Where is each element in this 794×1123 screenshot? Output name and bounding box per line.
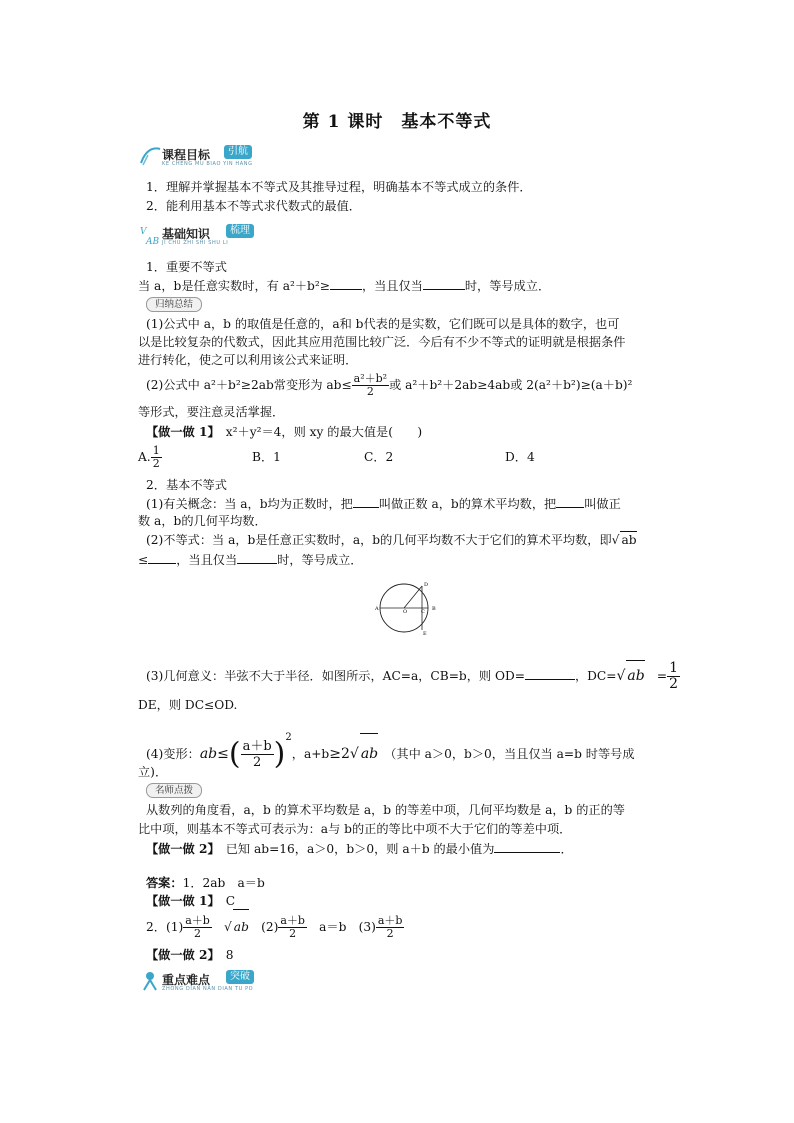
banner-title: 课程目标 (162, 148, 211, 162)
sqrt-sign: √ (611, 533, 620, 547)
label-o: O (403, 609, 408, 615)
fraction (352, 373, 389, 398)
radicand: ab (626, 660, 644, 691)
answers-try1 (146, 893, 235, 909)
page-title: 第 1 课时 基本不等式 (302, 112, 492, 132)
text: = (656, 669, 668, 683)
s4-cont: 立)． (138, 765, 168, 779)
text: (3) (358, 920, 376, 934)
fraction (241, 739, 274, 770)
blank (330, 277, 362, 290)
text: (2)公式中 a²＋b²≥2ab常变形为 ab≤ (146, 378, 352, 392)
s2-inequality-cont (138, 551, 362, 568)
option-d: D．4 (505, 450, 535, 464)
text: (1)有关概念：当 a，b均为正数时，把 (146, 497, 353, 511)
blank (148, 551, 176, 564)
sqrt-sign: √ (349, 746, 359, 762)
ge-sign: ≥ (329, 746, 341, 762)
banner-title: 基础知识 (162, 227, 211, 241)
s2-concept (146, 495, 621, 512)
radicand: ab (360, 733, 378, 774)
numerator: a＋b (377, 914, 403, 927)
text: 叫做正数 a，b的算术平均数，把 (378, 497, 557, 511)
text: ，a+b (291, 747, 330, 761)
text: 时，等号成立． (277, 553, 363, 567)
try1-question (146, 424, 422, 440)
sqrt-sign: √ (616, 668, 626, 684)
text: ，当且仅当 (361, 279, 423, 293)
fraction (183, 915, 212, 940)
option-c: C．2 (364, 450, 394, 464)
s2-inequality (146, 531, 637, 548)
text: ，当且仅当 (176, 553, 238, 567)
pen-swirl-icon (138, 143, 162, 169)
denominator: 2 (352, 385, 389, 398)
exponent: 2 (285, 732, 292, 743)
s2-heading: 2．基本不等式 (146, 478, 227, 492)
semicircle-figure (374, 580, 444, 636)
blank (556, 495, 584, 508)
s1-statement (138, 277, 550, 294)
svg-text:V: V (140, 227, 147, 237)
label-d: D (424, 582, 429, 588)
denominator: 2 (278, 927, 307, 940)
option-a: A. (138, 450, 151, 464)
text: (3)几何意义：半弦不大于半径．如图所示，AC=a，CB=b，则 OD= (146, 669, 525, 683)
sqrt-sign: √ (224, 920, 232, 934)
radicand: ab (621, 533, 637, 547)
svg-text:AB: AB (146, 237, 160, 247)
answers-label: 答案： (146, 876, 183, 890)
coefficient: 2 (340, 746, 350, 762)
le-sign: ≤ (217, 746, 229, 762)
option-b: B．1 (252, 450, 281, 464)
text: (4)变形： (146, 747, 200, 761)
fraction (278, 915, 307, 940)
section-banner-goals (138, 143, 268, 169)
banner-pinyin: JI CHU ZHI SHI SHU LI (162, 240, 229, 246)
try-label: 【做一做 2】 (146, 948, 214, 962)
text: ≤ (138, 553, 149, 567)
denominator: 2 (669, 676, 679, 692)
goal-item: 2．能利用基本不等式求代数式的最值． (146, 199, 361, 213)
teacher-line: 从数列的角度看，a，b 的算术平均数是 a，b 的等差中项，几何平均数是 a，b 的正的等 (146, 803, 625, 817)
teacher-tip-tag: 名师点拨 (146, 783, 202, 798)
label-a: A (375, 606, 379, 612)
answers-line1 (146, 875, 265, 891)
numerator: a＋b (280, 914, 305, 927)
text: (2)不等式：当 a，b是任意正实数时，a，b的几何平均数不大于它们的算术平均数，即 (146, 533, 612, 547)
text: ． (560, 842, 573, 856)
numerator: 1 (152, 444, 160, 457)
banner-tag: 梳理 (226, 224, 254, 238)
numerator: a＋b (242, 739, 272, 754)
teacher-line: 比中项，则基本不等式可表示为：a与 b的正的等比中项不大于它们的等差中项． (138, 822, 572, 836)
try-label: 【做一做 1】 (146, 425, 214, 439)
blank (525, 667, 575, 680)
var-ab: ab (199, 746, 218, 762)
abc-letters-icon (138, 222, 162, 248)
banner-tag: 突破 (226, 970, 254, 984)
goal-item: 1．理解并掌握基本不等式及其推导过程，明确基本不等式成立的条件． (146, 180, 532, 194)
fraction (376, 915, 405, 940)
numerator: a²＋b² (353, 372, 388, 385)
fraction (667, 661, 680, 692)
s4-transform (146, 718, 635, 775)
text: C (225, 894, 236, 908)
blank (237, 551, 277, 564)
section-banner-key (138, 968, 278, 994)
denominator: 2 (152, 457, 160, 470)
text: 8 (225, 948, 234, 962)
denominator: 2 (183, 927, 212, 940)
text: 已知 ab=16，a＞0，b＞0，则 a＋b 的最小值为 (225, 842, 495, 856)
answers-line3 (146, 909, 404, 944)
label-b: B (432, 606, 436, 612)
label-c: C (421, 609, 425, 615)
summary-tag: 归纳总结 (146, 297, 202, 312)
answers-try2 (146, 947, 234, 963)
text: 当 a，b是任意实数时，有 a²＋b²≥ (138, 279, 330, 293)
note-line: 进行转化，使之可以利用该公式来证明． (138, 353, 358, 367)
note-line: (1)公式中 a，b 的取值是任意的，a和 b代表的是实数，它们既可以是具体的数字，也可 (146, 317, 620, 331)
blank (423, 277, 465, 290)
fraction (151, 445, 162, 470)
text: 2．(1) (146, 920, 184, 934)
text: x²＋y²＝4，则 xy 的最大值是( ) (225, 425, 423, 439)
numerator: 1 (669, 660, 679, 676)
banner-pinyin: ZHONG DIAN NAN DIAN TU PO (162, 986, 254, 992)
paren-left: ( (228, 736, 241, 772)
note-line: 等形式，要注意灵活掌握． (138, 405, 285, 419)
text: （其中 a＞0，b＞0，当且仅当 a=b 时等号成 (390, 747, 635, 761)
text: ，DC= (574, 669, 617, 683)
denominator: 2 (241, 754, 274, 770)
s3-geometric-meaning (146, 660, 680, 692)
try2-question (146, 840, 573, 857)
figure-mascot-icon (138, 968, 162, 994)
s3-cont: DE，则 DC≤OD. (138, 698, 238, 712)
note-line: 以是比较复杂的代数式，因此其应用范围比较广泛．今后有不少不等式的证明就是根据条件 (138, 335, 626, 349)
text: 1．2ab a＝b (182, 876, 265, 890)
blank (494, 840, 560, 853)
text: (2) (261, 920, 279, 934)
s2-concept-cont: 数 a，b的几何平均数． (138, 514, 267, 528)
numerator: a＋b (185, 914, 210, 927)
section-banner-basic (138, 222, 278, 248)
paren-right: ) (273, 736, 286, 772)
text: 叫做正 (584, 497, 621, 511)
try-label: 【做一做 2】 (146, 842, 214, 856)
text: 时，等号成立． (464, 279, 551, 293)
banner-pinyin: KE CHENG MU BIAO YIN HANG (162, 161, 253, 167)
label-e: E (423, 631, 427, 636)
text: 或 a²＋b²＋2ab≥4ab或 2(a²＋b²)≥(a＋b)² (389, 378, 633, 392)
text: a＝b (319, 920, 347, 934)
banner-title: 重点难点 (162, 973, 211, 987)
blank (353, 495, 379, 508)
formula-variants (146, 370, 632, 400)
denominator: 2 (376, 927, 405, 940)
try1-options (138, 442, 162, 472)
try-label: 【做一做 1】 (146, 894, 214, 908)
banner-tag: 引航 (224, 145, 252, 159)
s1-heading: 1．重要不等式 (146, 260, 227, 274)
radicand: ab (233, 909, 249, 944)
